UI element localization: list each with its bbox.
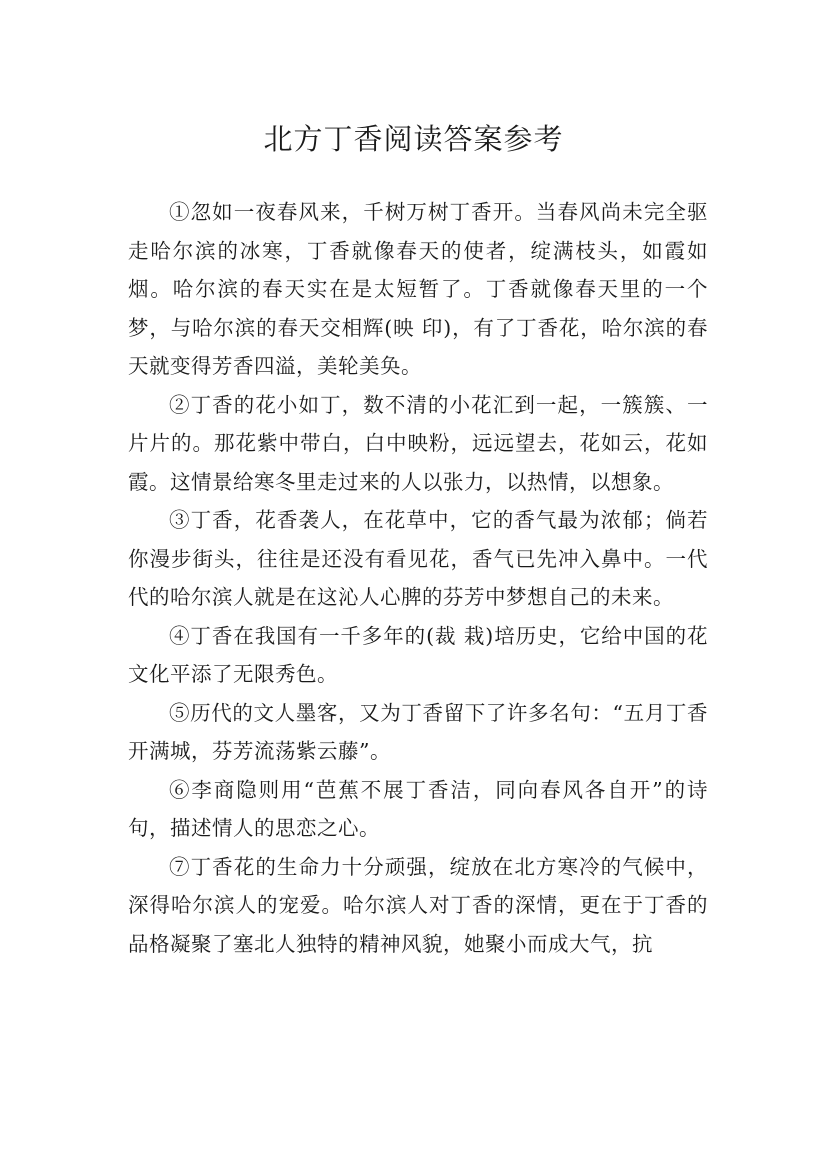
document-title: 北方丁香阅读答案参考 [263,122,564,157]
paragraph-1: ①忽如一夜春风来，千树万树丁香开。当春风尚未完全驱走哈尔滨的冰寒，丁香就像春天的使者，绽满枝头，如霞如烟。哈尔滨的春天实在是太短暂了。丁香就像春天里的一个梦，与哈尔滨的春天交相辉(映 印)，有了丁香花，哈尔滨的春天就变得芳香四溢，美轮美奂。 [128,200,708,378]
paragraph-3: ③丁香，花香袭人，在花草中，它的香气最为浓郁；倘若你漫步街头，往往是还没有看见花，香气已先冲入鼻中。一代代的哈尔滨人就是在这沁人心脾的芬芳中梦想自己的未来。 [128,508,708,609]
paragraph-7: ⑦丁香花的生命力十分顽强，绽放在北方寒冷的气候中，深得哈尔滨人的宠爱。哈尔滨人对丁香的深情，更在于丁香的品格凝聚了塞北人独特的精神风貌，她聚小而成大气，抗 [128,854,708,956]
article-body [128,193,708,963]
paragraph-5: ⑤历代的文人墨客，又为丁香留下了许多名句：“五月丁香开满城，芬芳流荡紫云藤”。 [128,700,708,763]
paragraph-6: ⑥李商隐则用“芭蕉不展丁香洁，同向春风各自开”的诗句，描述情人的思恋之心。 [128,777,708,840]
paragraph-2: ②丁香的花小如丁，数不清的小花汇到一起，一簇簇、一片片的。那花紫中带白，白中映粉，远远望去，花如云，花如霞。这情景给寒冬里走过来的人以张力，以热情，以想象。 [128,392,708,494]
paragraph-4: ④丁香在我国有一千多年的(裁 栽)培历史，它给中国的花文化平添了无限秀色。 [128,623,708,686]
